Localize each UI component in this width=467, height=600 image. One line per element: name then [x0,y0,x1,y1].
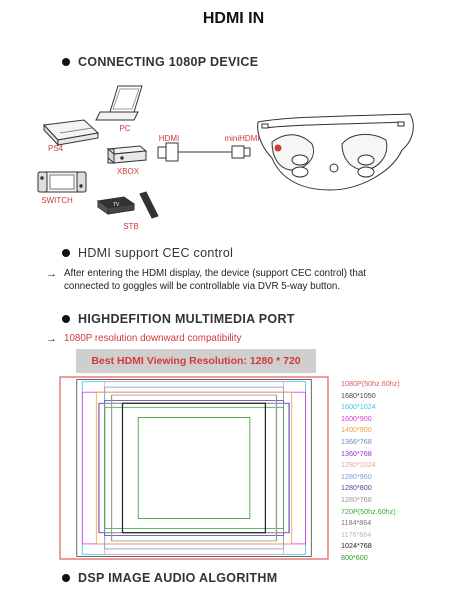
resolution-frame [99,403,290,532]
resolution-frame [82,392,305,544]
resolution-frame [99,403,289,532]
resolution-legend-item: 720P(50hz.60hz) [341,506,396,516]
resolution-frame [96,392,291,544]
compat-text: 1080P resolution downward compatibility [64,333,242,344]
resolution-legend-item: 1080P(50hz.60hz) [341,379,400,388]
best-resolution-banner: Best HDMI Viewing Resolution: 1280 * 720 [76,349,316,373]
pc-label: PC [119,124,131,133]
section-dsp-label: DSP IMAGE AUDIO ALGORITHM [78,571,278,585]
hdmi-label: HDMI [158,134,180,143]
xbox-label: XBOX [116,167,140,176]
resolution-frame [105,387,284,549]
resolution-frame [105,403,284,532]
resolution-legend-item: 1280*1024 [341,460,376,470]
resolution-legend-item: 1680*1050 [341,390,376,400]
cec-note-line2: connected to goggles will be controllable via DVR 5-way button. [64,280,341,292]
resolution-frame [105,407,284,528]
stb-label: STB [123,222,139,231]
section-port-label: HIGHDEFITION MULTIMEDIA PORT [78,312,295,326]
section-cec-label: HDMI support CEC control [78,246,234,260]
stb-brand: TV [113,202,120,208]
resolution-frame [105,401,284,536]
resolution-legend-item: 1600*900 [341,413,372,423]
resolution-legend [341,378,400,564]
ps4-label: PS4 [48,144,64,153]
resolution-legend-item: 1176*864 [341,529,372,539]
resolution-legend-item: 1280*960 [341,471,372,481]
switch-label: SWITCH [41,196,73,205]
resolution-legend-item: 1366*768 [341,436,372,446]
resolution-legend-item: 1280*768 [341,494,372,504]
resolution-frame [123,403,266,532]
mini-hdmi-label: miniHDMI [224,134,260,143]
resolution-frame [138,417,250,518]
arrow-right-icon: → [46,268,57,280]
resolution-legend-item: 1280*800 [341,483,372,493]
page-title: HDMI IN [202,10,265,27]
resolution-legend-item: 800*600 [341,552,368,562]
resolution-frame [60,377,328,559]
section-dsp [62,571,277,585]
resolution-legend-item: 1184*864 [341,518,372,528]
resolution-legend-item: 1400*900 [341,425,372,435]
section-connecting-label: CONNECTING 1080P DEVICE [78,55,259,69]
resolution-legend-item: 1600*1024 [341,402,376,412]
cec-note-line1: After entering the HDMI display, the device (support CEC control) that [64,268,367,279]
arrow-right-icon: → [46,333,57,345]
bullet-icon [62,574,70,582]
resolution-legend-item: 1360*768 [341,448,372,458]
resolution-legend-item: 1024*768 [341,541,372,551]
